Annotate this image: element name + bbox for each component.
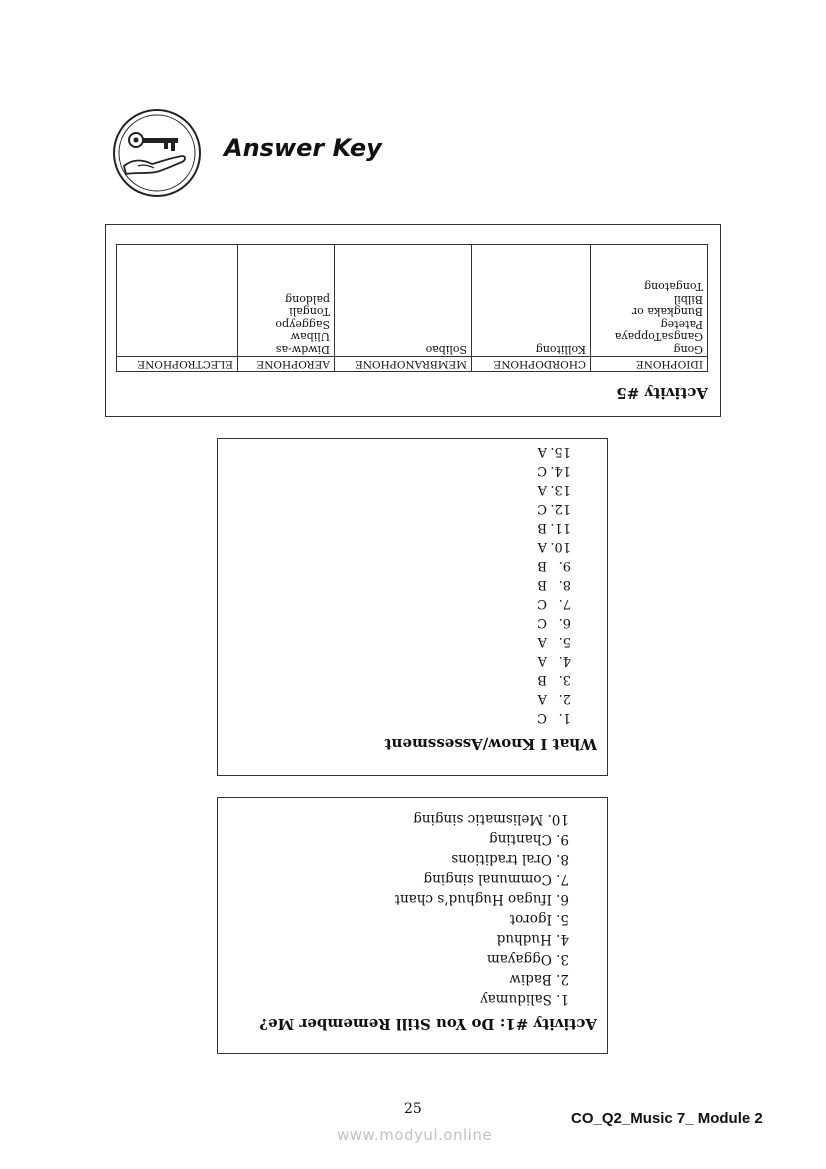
list-item: 5. Igorot: [509, 911, 569, 927]
column-header: IDIOPHONE: [591, 357, 708, 372]
list-item: 10. Melismatic singing: [413, 811, 569, 827]
column-header: MEMBRANOPHONE: [335, 357, 472, 372]
instrument-table: [116, 244, 708, 372]
list-item: 5.A: [537, 634, 571, 649]
membranophone-cell: [335, 245, 472, 357]
list-item: 10.A: [537, 539, 571, 554]
list-item: 6. Ifugao Hughud’s chant: [394, 891, 569, 907]
list-item: 7.C: [537, 596, 571, 611]
list-item: 3. Oggayam: [486, 951, 569, 967]
list-item: 2.A: [537, 691, 571, 706]
instrument-name: Diwdw-as: [275, 343, 330, 356]
watermark: www.modyul.online: [337, 1126, 493, 1144]
instrument-name: Bungkaka or: [631, 305, 703, 319]
instrument-name: Tongali: [289, 305, 330, 319]
list-item: 9.B: [537, 558, 571, 573]
answer-list: [228, 442, 597, 727]
idiophone-cell: [591, 245, 708, 357]
activity5-heading: Activity #5: [616, 384, 708, 402]
key-in-hand-icon: [112, 108, 202, 198]
activity1-heading: Activity #1: Do You Still Remember Me?: [259, 1015, 597, 1033]
what-i-know-box: [217, 438, 608, 776]
list-item: 11.B: [537, 520, 571, 535]
instrument-name: Ulibaw: [290, 330, 330, 344]
list-item: 1. Salidumay: [480, 991, 569, 1007]
column-header: ELECTROPHONE: [117, 357, 238, 372]
activity1-box: [217, 797, 608, 1054]
instrument-name: Gong: [673, 343, 703, 356]
list-item: 1.C: [537, 710, 571, 725]
electrophone-cell: [117, 245, 238, 357]
answer-list: [228, 809, 597, 1009]
module-label: CO_Q2_Music 7_ Module 2: [571, 1110, 763, 1127]
list-item: 4.A: [537, 653, 571, 668]
page-number: 25: [404, 1101, 422, 1117]
page-title: Answer Key: [224, 134, 382, 162]
chordophone-cell: [472, 245, 591, 357]
list-item: 9. Chanting: [488, 831, 569, 847]
list-item: 4. Hudhud: [496, 931, 569, 947]
column-header: AEROPHONE: [238, 357, 335, 372]
list-item: 6.C: [537, 615, 571, 630]
instrument-name: paldong: [285, 293, 330, 306]
list-item: 15.A: [537, 444, 571, 459]
list-item: 7. Communal singing: [423, 871, 569, 887]
list-item: 8. Oral traditions: [451, 851, 569, 867]
instrument-name: Kollitong: [535, 343, 586, 356]
list-item: 12.C: [537, 501, 571, 516]
what-i-know-heading: What I Know/Assessment: [384, 735, 597, 753]
instrument-name: Tongatong: [644, 280, 703, 294]
instrument-name: Solibao: [425, 343, 467, 356]
list-item: 2. Badiw: [509, 971, 569, 987]
instrument-name: GangsaToppaya: [614, 330, 703, 344]
column-header: CHORDOPHONE: [472, 357, 591, 372]
list-item: 14.C: [537, 463, 571, 478]
list-item: 3.B: [537, 672, 571, 687]
instrument-name: Saggeypo: [275, 318, 330, 331]
list-item: 13.A: [537, 482, 571, 497]
list-item: 8.B: [537, 577, 571, 592]
activity5-box: [105, 224, 721, 417]
instrument-name: Bilbil: [673, 293, 703, 306]
aerophone-cell: [238, 245, 335, 357]
instrument-name: Pateteg: [660, 318, 703, 331]
